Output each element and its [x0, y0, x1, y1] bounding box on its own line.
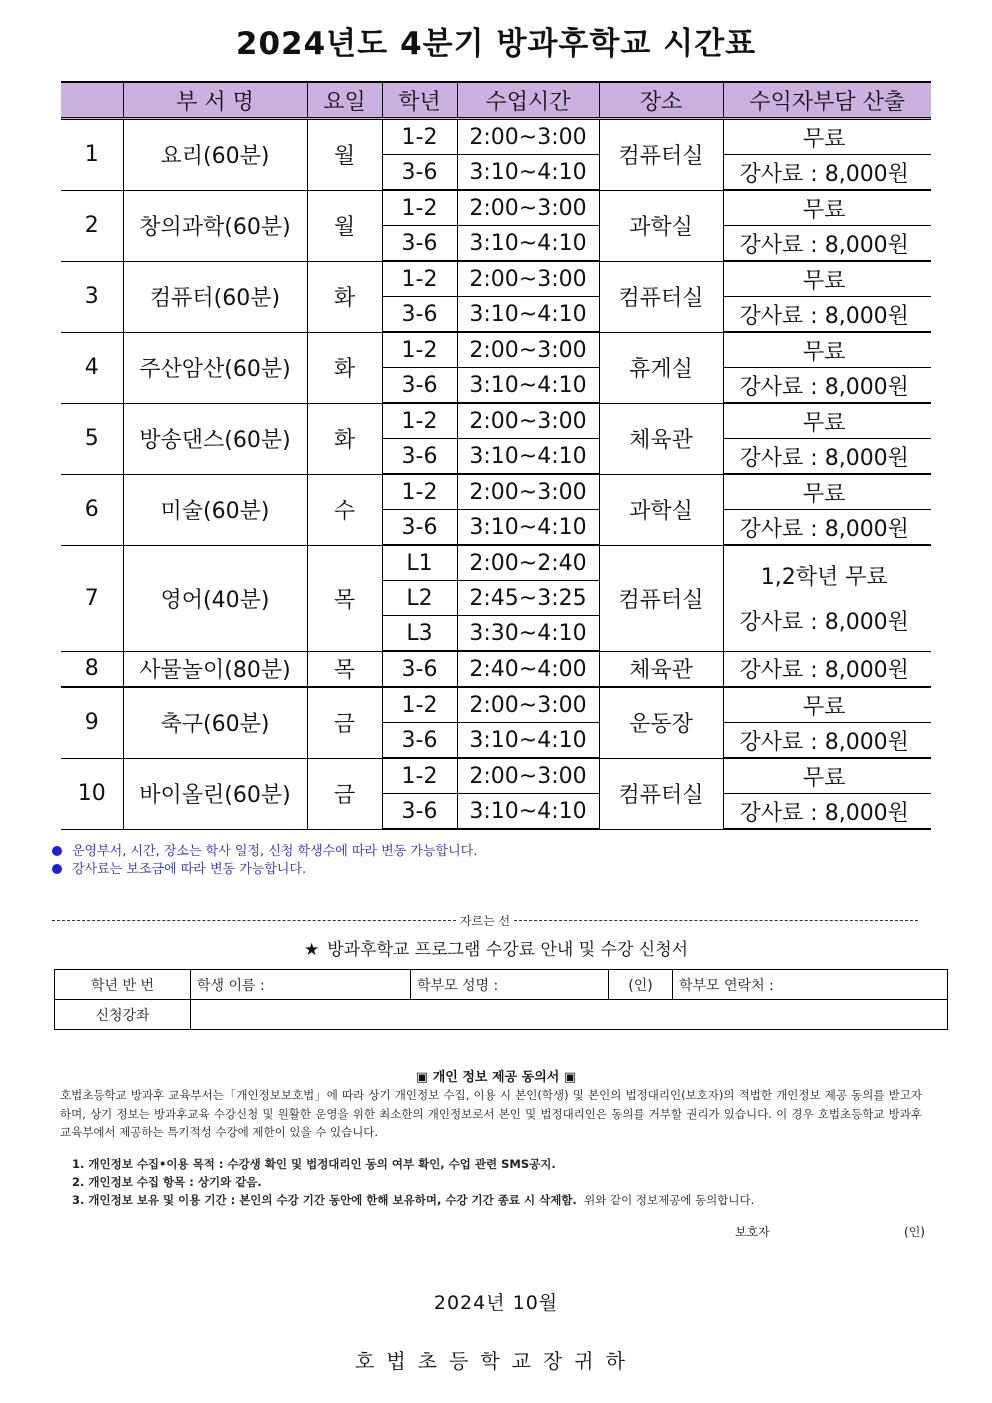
- program-fee: 무료: [723, 119, 931, 155]
- program-time: 2:00~3:00: [457, 403, 599, 439]
- program-day: 월: [307, 190, 382, 261]
- consent-item: 1. 개인정보 수집•이용 목적 : 수강생 확인 및 법정대리인 동의 여부 확인, 수업 관련 SMS공지.: [72, 1157, 556, 1171]
- program-fee: 무료: [723, 474, 931, 510]
- program-grade: 1-2: [382, 119, 457, 155]
- title-suffix: 시간표: [663, 26, 757, 62]
- program-name: 영어(40분): [123, 545, 307, 651]
- program-fee: 무료: [723, 758, 931, 794]
- program-grade: 1-2: [382, 758, 457, 794]
- guardian-seal[interactable]: (인): [904, 1225, 925, 1239]
- program-number: 9: [61, 687, 123, 758]
- program-name: 방송댄스(60분): [123, 403, 307, 474]
- document-date: 2024년 10월: [433, 1292, 559, 1314]
- program-grade: 1-2: [382, 332, 457, 368]
- program-grade: 3-6: [382, 439, 457, 475]
- header-department: 부 서 명: [123, 82, 307, 119]
- program-grade: L1: [382, 545, 457, 581]
- program-grade: 3-6: [382, 794, 457, 830]
- program-grade: 1-2: [382, 190, 457, 226]
- program-time: 2:00~3:00: [457, 687, 599, 723]
- program-number: 6: [61, 474, 123, 545]
- program-fee: 강사료 : 8,000원: [723, 155, 931, 191]
- program-fee: 강사료 : 8,000원: [723, 794, 931, 830]
- application-form-title: ★ 방과후학교 프로그램 수강료 안내 및 수강 신청서: [303, 940, 689, 960]
- star-icon: ★: [303, 940, 320, 960]
- fee-paid-text: 강사료 : 8,000원: [739, 610, 909, 636]
- program-day: 목: [307, 651, 382, 687]
- title-name: 방과후학교: [496, 26, 652, 62]
- program-time: 3:10~4:10: [457, 510, 599, 546]
- program-time: 2:00~3:00: [457, 474, 599, 510]
- program-time: 3:10~4:10: [457, 297, 599, 333]
- header-no: [61, 82, 123, 119]
- program-fee: 무료: [723, 190, 931, 226]
- program-name: 주산암산(60분): [123, 332, 307, 403]
- table-row: [61, 758, 931, 794]
- program-fee: 강사료 : 8,000원: [723, 510, 931, 546]
- dash-line: [514, 920, 918, 921]
- program-grade: 1-2: [382, 403, 457, 439]
- dash-line: [52, 920, 456, 921]
- program-number: 3: [61, 261, 123, 332]
- program-day: 화: [307, 332, 382, 403]
- program-grade: 3-6: [382, 297, 457, 333]
- schedule-header-row: [61, 82, 931, 119]
- consent-title: ▣ 개인 정보 제공 동의서 ▣: [415, 1070, 577, 1085]
- program-name: 창의과학(60분): [123, 190, 307, 261]
- table-row: [61, 119, 931, 155]
- consent-item: 2. 개인정보 수집 항목 : 상기와 같음.: [72, 1175, 262, 1189]
- guardian-signature: 보호자 (인): [735, 1225, 925, 1239]
- program-number: 10: [61, 758, 123, 829]
- program-time: 2:00~3:00: [457, 332, 599, 368]
- program-day: 수: [307, 474, 382, 545]
- table-row: [61, 651, 931, 687]
- consent-item: 3. 개인정보 보유 및 이용 기간 : 본인의 수강 기간 동안에 한해 보유하며, 수강 기간 종료 시 삭제함. 위와 같이 정보제공에 동의합니다.: [72, 1193, 755, 1207]
- program-fee: 무료: [723, 332, 931, 368]
- program-fee: 무료: [723, 403, 931, 439]
- program-time: 2:00~2:40: [457, 545, 599, 581]
- program-fee: 강사료 : 8,000원: [723, 226, 931, 262]
- table-row: [61, 403, 931, 439]
- program-place: 과학실: [599, 474, 723, 545]
- schedule-table: [61, 81, 931, 830]
- program-place: 체육관: [599, 403, 723, 474]
- program-grade: 3-6: [382, 155, 457, 191]
- title-year: 2024년도: [235, 26, 389, 62]
- program-name: 바이올린(60분): [123, 758, 307, 829]
- program-time: 2:00~3:00: [457, 758, 599, 794]
- cut-line: [52, 912, 918, 929]
- program-time: 3:30~4:10: [457, 616, 599, 652]
- program-place: 운동장: [599, 687, 723, 758]
- header-time: 수업시간: [457, 82, 599, 119]
- header-fee: 수익자부담 산출: [723, 82, 931, 119]
- program-time: 2:00~3:00: [457, 190, 599, 226]
- program-name: 사물놀이(80분): [123, 651, 307, 687]
- program-fee: 무료: [723, 687, 931, 723]
- addressee: 호법초등학교장귀하: [355, 1349, 637, 1373]
- program-fee: 강사료 : 8,000원: [723, 651, 931, 687]
- program-time: 3:10~4:10: [457, 155, 599, 191]
- parent-seal: (인): [609, 970, 673, 1000]
- student-name-field[interactable]: 학생 이름 :: [191, 970, 411, 1000]
- program-number: 1: [61, 119, 123, 191]
- header-grade: 학년: [382, 82, 457, 119]
- table-row: [61, 474, 931, 510]
- bullet-icon: [52, 864, 62, 874]
- grade-class-field[interactable]: 학년 반 번: [55, 970, 191, 1000]
- application-row-2: [55, 1000, 948, 1030]
- course-label: 신청강좌: [55, 1000, 191, 1030]
- program-time: 3:10~4:10: [457, 794, 599, 830]
- program-time: 2:00~3:00: [457, 261, 599, 297]
- program-place: 과학실: [599, 190, 723, 261]
- program-time: 3:10~4:10: [457, 723, 599, 759]
- program-number: 5: [61, 403, 123, 474]
- program-day: 목: [307, 545, 382, 651]
- program-fee: 강사료 : 8,000원: [723, 297, 931, 333]
- table-row: [61, 332, 931, 368]
- table-row: [61, 190, 931, 226]
- bullet-icon: [52, 846, 62, 856]
- parent-name-field[interactable]: 학부모 성명 :: [411, 970, 609, 1000]
- program-time: 3:10~4:10: [457, 439, 599, 475]
- program-fee: 강사료 : 8,000원: [723, 723, 931, 759]
- program-day: 금: [307, 758, 382, 829]
- table-row: [61, 545, 931, 581]
- program-name: 컴퓨터(60분): [123, 261, 307, 332]
- program-grade: 1-2: [382, 261, 457, 297]
- program-place: 체육관: [599, 651, 723, 687]
- program-grade: 1-2: [382, 474, 457, 510]
- note-item: 강사료는 보조금에 따라 변동 가능합니다.: [52, 861, 477, 879]
- program-name: 미술(60분): [123, 474, 307, 545]
- consent-body: 호법초등학교 방과후 교육부서는「개인정보보호법」에 따라 상기 개인정보 수집, 이용 시 본인(학생) 및 본인의 법정대리인(보호자)의 적법한 개인정보 제공 동의를 받고자 하며, 상기 정보는 방과후교육 수강신청 및 원활한 운영을 위한 최소한의 개인정보로서 본인 및 법정대리인은 동의를 거부할 권리가 있습니다. 이 경우 호법초등학교 방과후 교육부에서 제공하는 특기적성 수강에 제한이 있을 수 있습니다.: [60, 1088, 922, 1139]
- course-field[interactable]: [191, 1000, 948, 1030]
- program-day: 화: [307, 261, 382, 332]
- schedule-body: [61, 119, 931, 830]
- notes: [52, 843, 477, 879]
- page-title: [0, 18, 992, 63]
- program-place: 컴퓨터실: [599, 758, 723, 829]
- program-place: 컴퓨터실: [599, 119, 723, 191]
- program-fee: [723, 545, 931, 651]
- consent-agree: 위와 같이 정보제공에 동의합니다.: [584, 1193, 755, 1207]
- program-grade: 3-6: [382, 226, 457, 262]
- program-place: 컴퓨터실: [599, 545, 723, 651]
- program-fee: 무료: [723, 261, 931, 297]
- program-place: 휴게실: [599, 332, 723, 403]
- fee-free-text: 1,2학년 무료: [760, 565, 888, 591]
- title-quarter: 4분기: [400, 26, 485, 62]
- program-name: 축구(60분): [123, 687, 307, 758]
- program-number: 7: [61, 545, 123, 651]
- application-row-1: [55, 970, 948, 1000]
- header-place: 장소: [599, 82, 723, 119]
- program-number: 2: [61, 190, 123, 261]
- note-item: 운영부서, 시간, 장소는 학사 일정, 신청 학생수에 따라 변동 가능합니다.: [52, 843, 477, 861]
- program-time: 3:10~4:10: [457, 226, 599, 262]
- table-row: [61, 261, 931, 297]
- program-grade: 1-2: [382, 687, 457, 723]
- program-time: 3:10~4:10: [457, 368, 599, 404]
- program-time: 2:00~3:00: [457, 119, 599, 155]
- program-day: 월: [307, 119, 382, 191]
- application-form-table: [54, 969, 948, 1030]
- program-time: 2:45~3:25: [457, 581, 599, 616]
- program-name: 요리(60분): [123, 119, 307, 191]
- program-grade: 3-6: [382, 510, 457, 546]
- program-number: 8: [61, 651, 123, 687]
- consent-items: [72, 1155, 932, 1209]
- program-grade: 3-6: [382, 723, 457, 759]
- program-time: 2:40~4:00: [457, 651, 599, 687]
- program-fee: 강사료 : 8,000원: [723, 368, 931, 404]
- program-grade: L3: [382, 616, 457, 652]
- program-grade: 3-6: [382, 368, 457, 404]
- program-place: 컴퓨터실: [599, 261, 723, 332]
- program-day: 화: [307, 403, 382, 474]
- table-row: [61, 687, 931, 723]
- program-grade: 3-6: [382, 651, 457, 687]
- program-number: 4: [61, 332, 123, 403]
- program-day: 금: [307, 687, 382, 758]
- cut-label: 자르는 선: [459, 914, 511, 928]
- parent-contact-field[interactable]: 학부모 연락처 :: [673, 970, 948, 1000]
- header-day: 요일: [307, 82, 382, 119]
- program-grade: L2: [382, 581, 457, 616]
- program-fee: 강사료 : 8,000원: [723, 439, 931, 475]
